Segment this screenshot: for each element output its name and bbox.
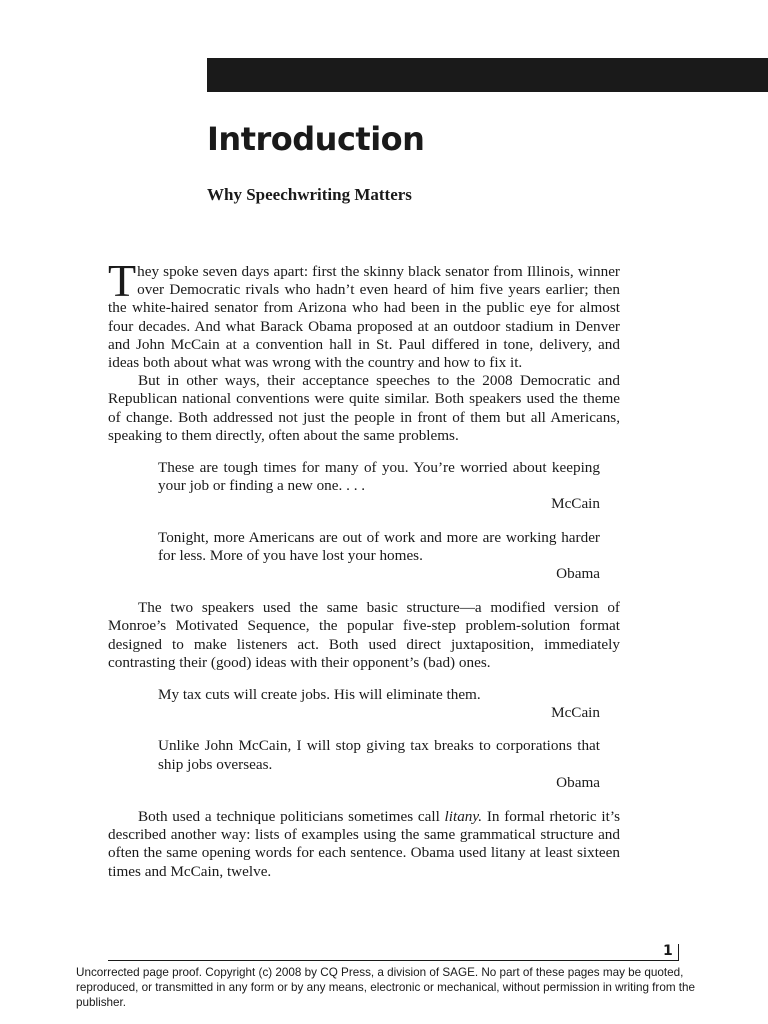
quote-attribution: McCain bbox=[551, 704, 600, 722]
paragraph-2: But in other ways, their acceptance speeches to the 2008 Democratic and Republican national conventions were quite similar. Both speakers used the theme of change. Both addressed not just the people in front of them but all Americans, speaking to them directly, often about the same problems. bbox=[108, 372, 620, 444]
quote-block-2 bbox=[158, 686, 600, 792]
quote-attribution: Obama bbox=[556, 773, 600, 791]
paragraph-1: They spoke seven days apart: first the skinny black senator from Illinois, winner over Democratic rivals who hadn’t even heard of him five years earlier; then the white-haired senator from Arizona who had been in the public eye for almost four decades. And what Barack Obama proposed at an outdoor stadium in Denver and John McCain at a convention hall in St. Paul differed in tone, delivery, and ideas both about what was wrong with the country and how to fix it. bbox=[108, 255, 620, 372]
paragraph-4-text: Both used a technique politicians sometimes call bbox=[138, 808, 445, 826]
quote-text: Unlike John McCain, I will stop giving tax breaks to corporations that ship jobs overseas. bbox=[158, 737, 600, 773]
quote-attribution: McCain bbox=[551, 495, 600, 513]
quote-text: My tax cuts will create jobs. His will eliminate them. bbox=[158, 686, 481, 704]
chapter-subtitle: Why Speechwriting Matters bbox=[207, 185, 412, 204]
paragraph-3: The two speakers used the same basic structure—a modified version of Monroe’s Motivated Sequence, the popular five-step problem-solution format designed to make listeners act. Both used direct juxtaposition, immediately contrasting their (good) ideas with their opponent’s (bad) ones. bbox=[108, 599, 620, 671]
litany-emphasis: litany. bbox=[444, 808, 483, 826]
footer-rule-tick bbox=[678, 944, 679, 961]
body-text bbox=[108, 255, 620, 881]
footer-rule bbox=[108, 960, 679, 961]
paragraph-4 bbox=[108, 808, 620, 881]
paragraph-4-text-cont: In formal rhetoric it’s described another way: lists of examples using the same grammatical structure and often the same opening words for each sentence. Obama used litany at least sixteen times and McCain, twelve. bbox=[108, 808, 620, 880]
quote-text: Tonight, more Americans are out of work and more are working harder for less. More of you have lost your homes. bbox=[158, 528, 600, 564]
quote-text: These are tough times for many of you. You’re worried about keeping your job or finding a new one. . . . bbox=[158, 459, 600, 495]
quote-attribution: Obama bbox=[556, 565, 600, 583]
page-number: 1 bbox=[663, 943, 673, 959]
chapter-title: Introduction bbox=[207, 120, 425, 158]
chapter-header-bar bbox=[207, 58, 768, 92]
copyright-notice: Uncorrected page proof. Copyright (c) 2008 by CQ Press, a division of SAGE. No part of these pages may be quoted, reproduced, or transmitted in any form or by any means, electronic or mechanical, without permission in writing from the publisher. bbox=[76, 966, 696, 1009]
quote-block-1 bbox=[158, 459, 600, 583]
